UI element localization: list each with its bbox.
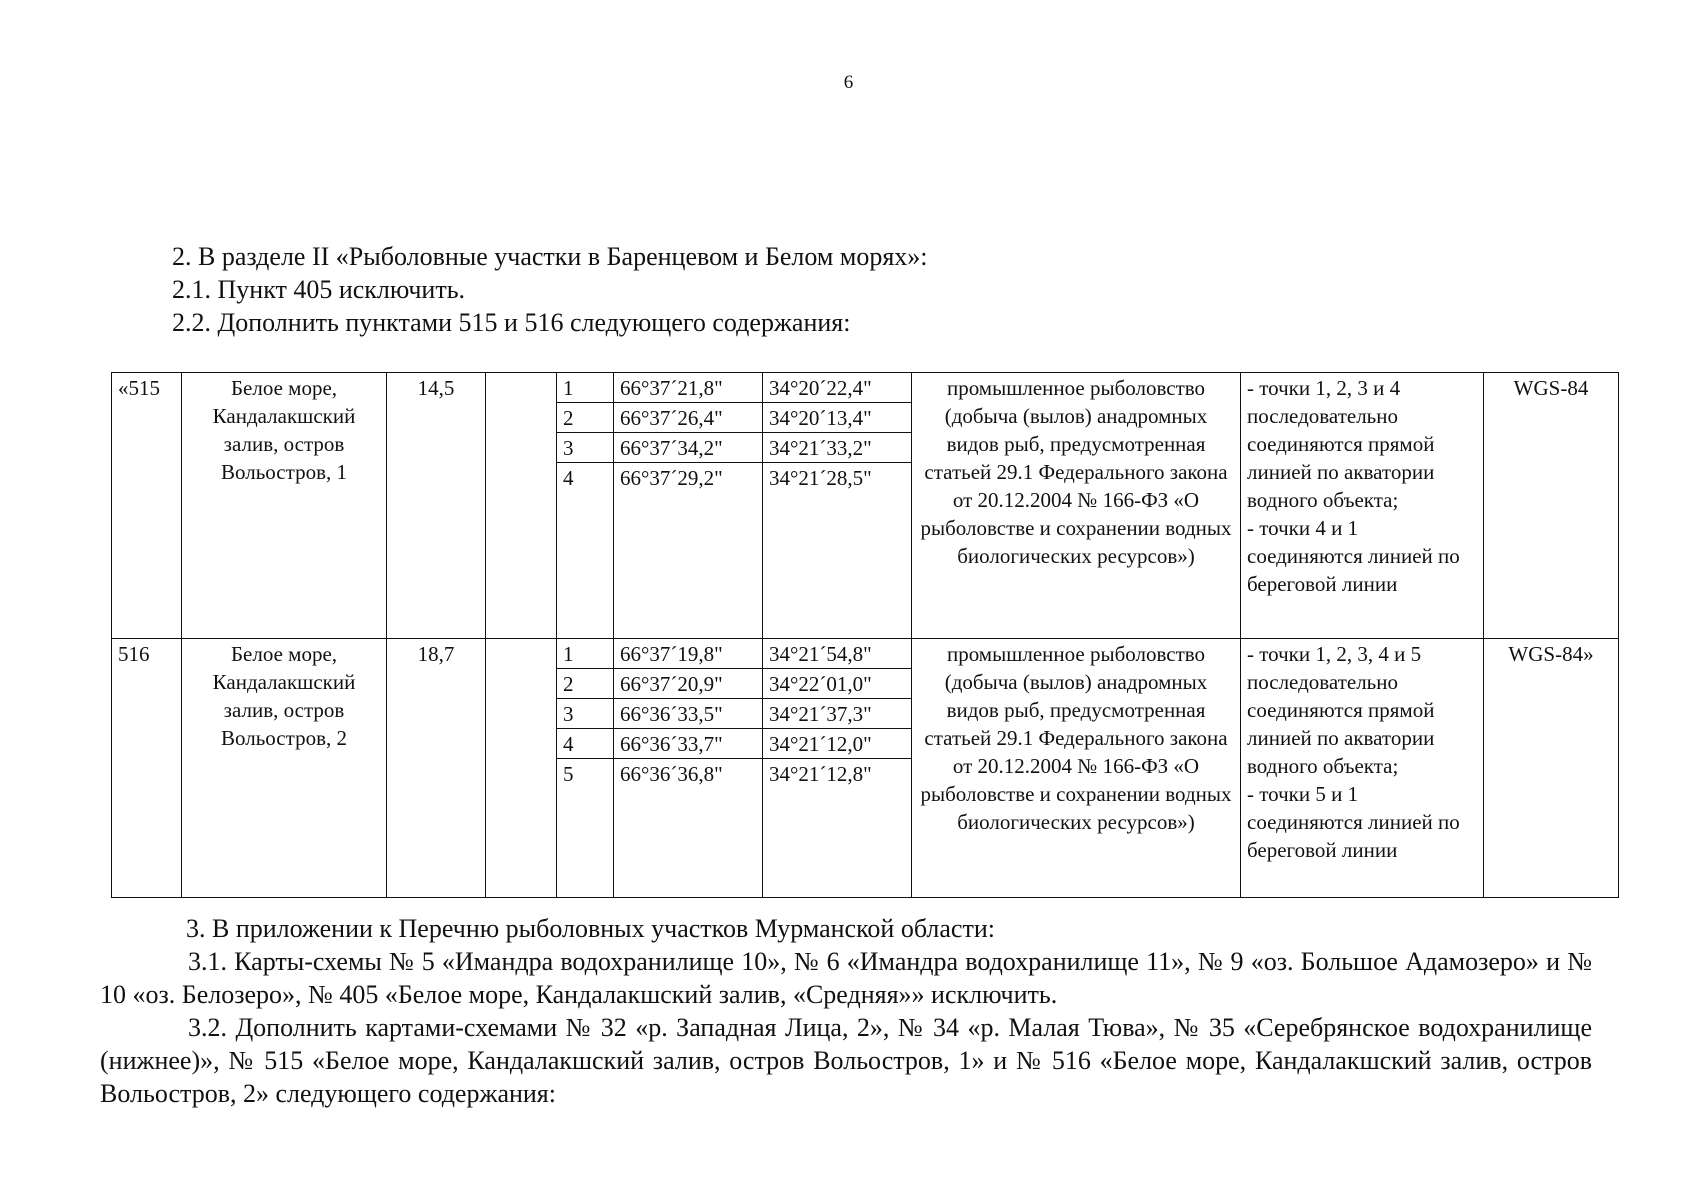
longitude-cell: 34°22´01,0" [763, 669, 912, 699]
section-3 [100, 912, 1592, 1110]
area-name-cell: Белое море, Кандалакшский залив, остров Вольостров, 1 [182, 373, 387, 639]
coordinate-system-cell: WGS-84» [1484, 639, 1619, 898]
activity-type-cell: промышленное рыболовство (добыча (вылов) анадромных видов рыб, предусмотренная статьей 29.1 Федерального закона от 20.12.2004 № 166-ФЗ «О рыболовстве и сохранении водных биологических ресурсов») [912, 639, 1241, 898]
point-number-cell: 1 [557, 373, 614, 403]
latitude-cell: 66°37´19,8" [614, 639, 763, 669]
boundary-notes-cell [1241, 639, 1484, 898]
latitude-cell: 66°37´34,2" [614, 433, 763, 463]
longitude-cell: 34°20´22,4" [763, 373, 912, 403]
point-number-cell: 3 [557, 699, 614, 729]
longitude-cell: 34°21´12,8" [763, 759, 912, 898]
boundary-notes-cell [1241, 373, 1484, 639]
point-number-cell: 2 [557, 403, 614, 433]
point-number-cell: 5 [557, 759, 614, 898]
area-number-cell: 516 [112, 639, 182, 898]
longitude-cell: 34°20´13,4" [763, 403, 912, 433]
longitude-cell: 34°21´33,2" [763, 433, 912, 463]
longitude-cell: 34°21´28,5" [763, 463, 912, 639]
boundary-note-shore: - точки 5 и 1 соединяются линией по береговой линии [1247, 782, 1460, 862]
section-3-1-paragraph: 3.1. Карты-схемы № 5 «Имандра водохранилище 10», № 6 «Имандра водохранилище 11», № 9 «оз. Большое Адамозеро» и № 10 «оз. Белозеро», № 405 «Белое море, Кандалакшский залив, «Средняя»» исключить. [100, 947, 1592, 1009]
section-3-2-paragraph: 3.2. Дополнить картами-схемами № 32 «р. Западная Лица, 2», № 34 «р. Малая Тюва», № 35 «Серебрянское водохранилище (нижнее)», № 515 «Белое море, Кандалакшский залив, остров Вольостров, 1» и № 516 «Белое море, Кандалакшский залив, остров Вольостров, 2» следующего содержания: [100, 1013, 1592, 1108]
table-row [112, 373, 1619, 403]
table-body [112, 373, 1619, 898]
boundary-note-water: - точки 1, 2, 3, 4 и 5 последовательно соединяются прямой линией по акватории водного объекта; [1247, 642, 1435, 778]
area-name-cell: Белое море, Кандалакшский залив, остров Вольостров, 2 [182, 639, 387, 898]
latitude-cell: 66°37´29,2" [614, 463, 763, 639]
area-size-cell: 14,5 [387, 373, 486, 639]
area-size-cell: 18,7 [387, 639, 486, 898]
intro-line-2-1: 2.1. Пункт 405 исключить. [172, 275, 466, 304]
latitude-cell: 66°37´21,8" [614, 373, 763, 403]
boundary-note-water: - точки 1, 2, 3 и 4 последовательно соединяются прямой линией по акватории водного объекта; [1247, 376, 1435, 512]
page-number: 6 [843, 72, 854, 93]
latitude-cell: 66°37´20,9" [614, 669, 763, 699]
point-number-cell: 2 [557, 669, 614, 699]
latitude-cell: 66°36´33,7" [614, 729, 763, 759]
point-number-cell: 4 [557, 463, 614, 639]
activity-type-cell: промышленное рыболовство (добыча (вылов) анадромных видов рыб, предусмотренная статьей 29.1 Федерального закона от 20.12.2004 № 166-ФЗ «О рыболовстве и сохранении водных биологических ресурсов») [912, 373, 1241, 639]
empty-cell [486, 373, 557, 639]
point-number-cell: 1 [557, 639, 614, 669]
boundary-note-shore: - точки 4 и 1 соединяются линией по береговой линии [1247, 516, 1460, 596]
intro-section [172, 240, 928, 339]
point-number-cell: 3 [557, 433, 614, 463]
intro-line-2-2: 2.2. Дополнить пунктами 515 и 516 следующего содержания: [172, 308, 851, 337]
longitude-cell: 34°21´37,3" [763, 699, 912, 729]
point-number-cell: 4 [557, 729, 614, 759]
latitude-cell: 66°37´26,4" [614, 403, 763, 433]
intro-line-section-2: 2. В разделе II «Рыболовные участки в Баренцевом и Белом морях»: [172, 242, 928, 271]
empty-cell [486, 639, 557, 898]
latitude-cell: 66°36´33,5" [614, 699, 763, 729]
fishing-areas-table [111, 372, 1619, 898]
longitude-cell: 34°21´54,8" [763, 639, 912, 669]
section-3-heading: 3. В приложении к Перечню рыболовных участков Мурманской области: [186, 914, 995, 943]
table-row [112, 639, 1619, 669]
longitude-cell: 34°21´12,0" [763, 729, 912, 759]
area-number-cell: «515 [112, 373, 182, 639]
coordinate-system-cell: WGS-84 [1484, 373, 1619, 639]
latitude-cell: 66°36´36,8" [614, 759, 763, 898]
